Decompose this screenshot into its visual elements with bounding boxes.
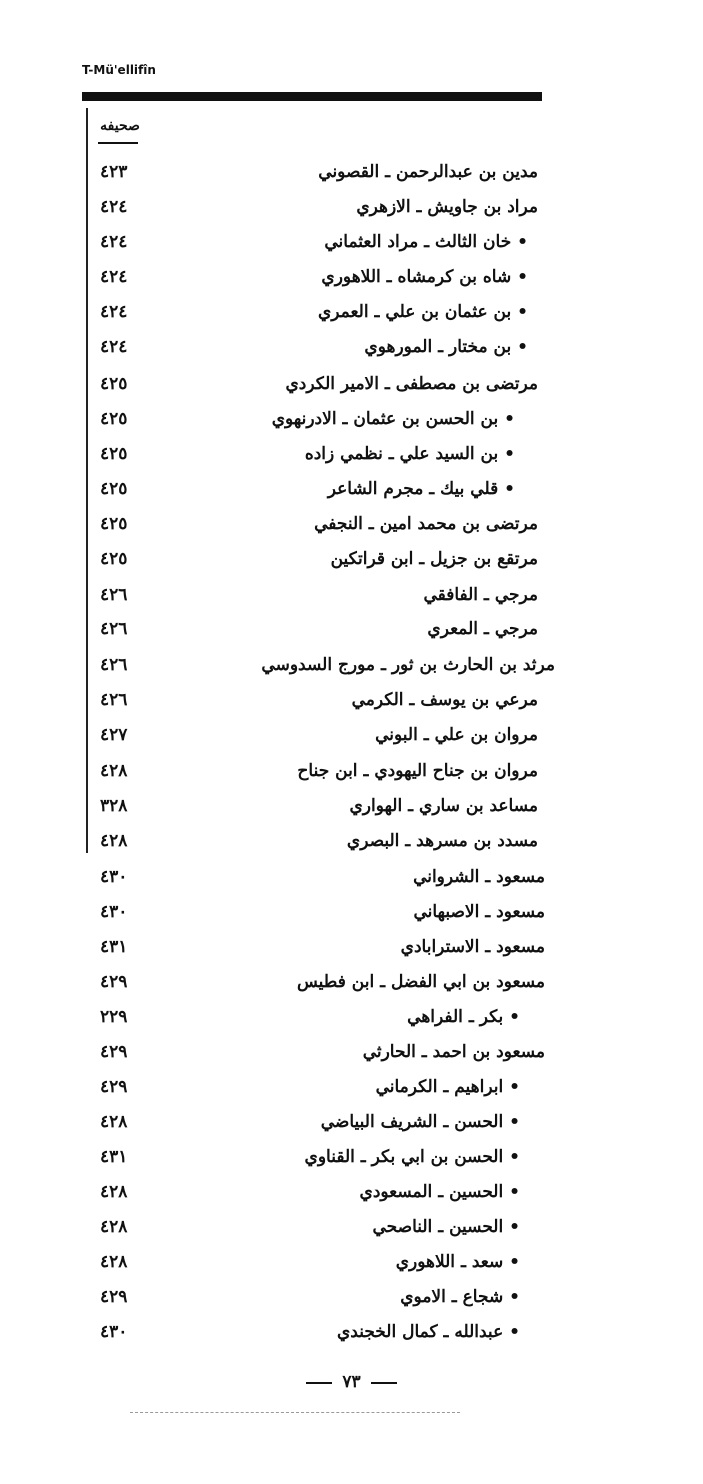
index-row (0, 1070, 703, 1104)
index-row (0, 718, 703, 752)
index-row (0, 155, 703, 189)
entry-page-number: ٤٢٤ (100, 302, 128, 322)
entry-page-number: ٤٢٨ (100, 1182, 128, 1202)
entry-page-number: ٣٢٨ (100, 796, 128, 816)
header-rule (82, 92, 542, 101)
entry-page-number: ٤٣٠ (100, 867, 128, 887)
page-footer (0, 1372, 703, 1392)
bottom-scan-line (130, 1412, 460, 1414)
entry-name: • بكر ـ الفراهي (407, 1007, 520, 1027)
entry-name: مروان بن علي ـ البوني (375, 725, 538, 745)
entry-page-number: ٤٢٦ (100, 690, 128, 710)
entry-name: مرتقع بن جزيل ـ ابن قراتكين (330, 549, 538, 569)
entry-name: • خان الثالث ـ مراد العثماني (324, 232, 528, 252)
entry-name: • ابراهيم ـ الكرماني (375, 1077, 520, 1097)
entry-page-number: ٤٢٤ (100, 267, 128, 287)
index-row (0, 895, 703, 929)
entry-page-number: ٤٢٦ (100, 585, 128, 605)
index-row (0, 1245, 703, 1279)
entry-page-number: ٢٢٩ (100, 1007, 128, 1027)
entry-name: مرتضى بن محمد امين ـ النجفي (314, 514, 538, 534)
entry-name: • بن عثمان بن علي ـ العمري (317, 302, 528, 322)
entry-page-number: ٤٢٩ (100, 1287, 128, 1307)
index-row (0, 437, 703, 471)
footer-dash-left (306, 1382, 332, 1384)
index-row (0, 1035, 703, 1069)
entry-name: • الحسين ـ الناصحي (372, 1217, 520, 1237)
entry-page-number: ٤٢٥ (100, 549, 128, 569)
entry-name: • سعد ـ اللاهوري (395, 1252, 520, 1272)
index-row (0, 578, 703, 612)
entry-name: • الحسن ـ الشريف البياضي (320, 1112, 520, 1132)
entry-page-number: ٤٢٨ (100, 761, 128, 781)
entry-name: مسعود بن احمد ـ الحارثي (362, 1042, 545, 1062)
entry-page-number: ٤٣٠ (100, 902, 128, 922)
entry-name: مسعود ـ الشرواني (413, 867, 545, 887)
entry-page-number: ٤٢٣ (100, 162, 128, 182)
entry-name: • الحسن بن ابي بكر ـ القناوي (304, 1147, 520, 1167)
index-row (0, 330, 703, 364)
index-row (0, 789, 703, 823)
page-header-title: T-Mü'ellifîn (82, 63, 156, 77)
index-row (0, 260, 703, 294)
index-row (0, 367, 703, 401)
index-row (0, 824, 703, 858)
entry-page-number: ٤٢٧ (100, 725, 128, 745)
index-row (0, 612, 703, 646)
entry-name: مرعي بن يوسف ـ الكرمي (351, 690, 538, 710)
entry-name: مرجي ـ المعري (427, 619, 538, 639)
entry-name: مرجي ـ الفافقي (423, 585, 538, 605)
entry-page-number: ٤٢٨ (100, 831, 128, 851)
index-row (0, 930, 703, 964)
entry-name: مسعود ـ الاصبهاني (413, 902, 545, 922)
index-row (0, 542, 703, 576)
entry-name: • شجاع ـ الاموي (400, 1287, 520, 1307)
entry-page-number: ٤٢٥ (100, 444, 128, 464)
index-row (0, 683, 703, 717)
index-row (0, 295, 703, 329)
index-row (0, 225, 703, 259)
index-row (0, 1105, 703, 1139)
index-row (0, 1000, 703, 1034)
index-row (0, 190, 703, 224)
entry-page-number: ٤٢٥ (100, 409, 128, 429)
entry-name: مرتضى بن مصطفى ـ الامير الكردي (285, 374, 538, 394)
entry-name: • بن مختار ـ المورهوي (364, 337, 528, 357)
index-row (0, 860, 703, 894)
entry-page-number: ٤٣٠ (100, 1322, 128, 1342)
entry-page-number: ٤٢٦ (100, 619, 128, 639)
index-row (0, 402, 703, 436)
entry-name: مسدد بن مسرهد ـ البصري (346, 831, 538, 851)
entry-name: مدين بن عبدالرحمن ـ القصوني (318, 162, 538, 182)
page-column-label: صحيفه (100, 118, 140, 134)
entry-page-number: ٤٢٩ (100, 1077, 128, 1097)
entry-name: • قلي بيك ـ مجرم الشاعر (327, 479, 515, 499)
index-row (0, 507, 703, 541)
footer-dash-right (371, 1382, 397, 1384)
entry-page-number: ٤٢٤ (100, 232, 128, 252)
page-number: ٧٣ (342, 1372, 361, 1392)
column-label-underline (98, 142, 138, 144)
entry-name: مرثد بن الحارث بن ثور ـ مورج السدوسي (261, 655, 555, 675)
index-row (0, 472, 703, 506)
entry-page-number: ٤٢٥ (100, 514, 128, 534)
entry-name: • عبدالله ـ كمال الخجندي (336, 1322, 520, 1342)
index-row (0, 1280, 703, 1314)
entry-name: • شاه بن كرمشاه ـ اللاهوري (321, 267, 528, 287)
index-row (0, 965, 703, 999)
entry-page-number: ٤٣١ (100, 937, 128, 957)
entry-page-number: ٤٢٥ (100, 479, 128, 499)
index-row (0, 1175, 703, 1209)
index-row (0, 1140, 703, 1174)
entry-page-number: ٤٢٩ (100, 972, 128, 992)
entry-page-number: ٤٢٦ (100, 655, 128, 675)
entry-page-number: ٤٢٥ (100, 374, 128, 394)
entry-name: مسعود ـ الاسترابادي (400, 937, 545, 957)
entry-name: مسعود بن ابي الفضل ـ ابن فطيس (296, 972, 545, 992)
entry-page-number: ٤٢٨ (100, 1112, 128, 1132)
entry-name: • الحسين ـ المسعودي (359, 1182, 520, 1202)
index-row (0, 648, 703, 682)
entry-page-number: ٤٢٤ (100, 337, 128, 357)
entry-page-number: ٤٣١ (100, 1147, 128, 1167)
index-row (0, 754, 703, 788)
index-row (0, 1210, 703, 1244)
entry-page-number: ٤٢٤ (100, 197, 128, 217)
entry-name: • بن السيد علي ـ نظمي زاده (304, 444, 515, 464)
entry-name: مروان بن جناح اليهودي ـ ابن جناح (297, 761, 538, 781)
entry-name: مساعد بن ساري ـ الهواري (349, 796, 538, 816)
entry-name: مراد بن جاويش ـ الازهري (356, 197, 538, 217)
entry-page-number: ٤٢٨ (100, 1252, 128, 1272)
entry-page-number: ٤٢٩ (100, 1042, 128, 1062)
entry-page-number: ٤٢٨ (100, 1217, 128, 1237)
index-row (0, 1315, 703, 1349)
entry-name: • بن الحسن بن عثمان ـ الادرنهوي (271, 409, 515, 429)
